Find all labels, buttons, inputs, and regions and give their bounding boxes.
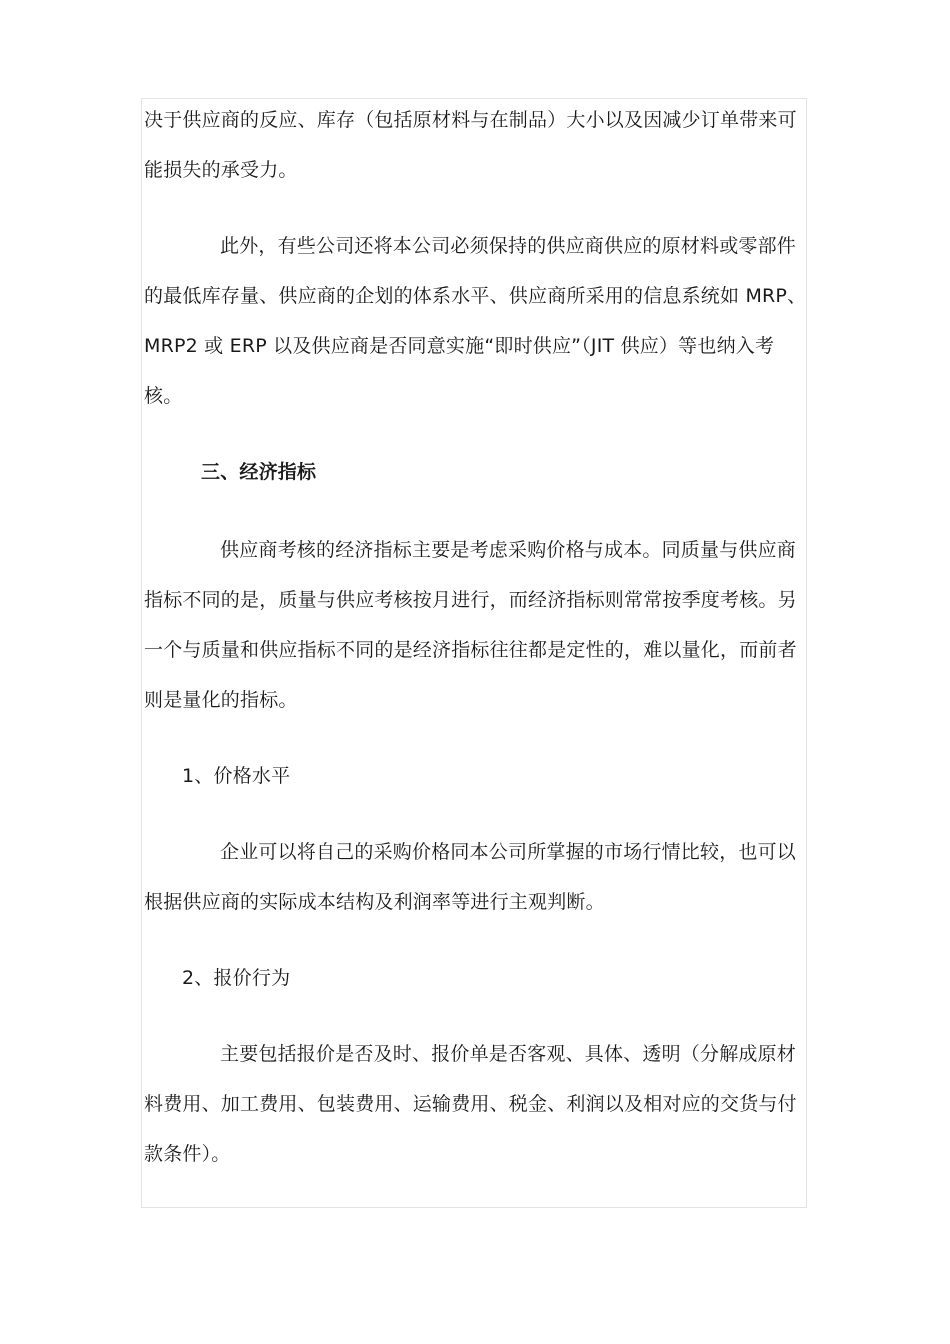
paragraph-line: 决于供应商的反应、库存（包括原材料与在制品）大小以及因减少订单带来可 — [144, 109, 797, 131]
section-heading: 三、经济指标 — [201, 461, 317, 483]
paragraph-line: 能损失的承受力。 — [144, 159, 298, 181]
paragraph-line: 此外，有些公司还将本公司必须保持的供应商供应的原材料或零部件 — [220, 235, 797, 257]
paragraph-line: 料费用、加工费用、包装费用、运输费用、税金、利润以及相对应的交货与付 — [144, 1093, 797, 1115]
paragraph-line: 主要包括报价是否及时、报价单是否客观、具体、透明（分解成原材 — [220, 1043, 797, 1065]
subsection-heading: 2、报价行为 — [182, 967, 291, 989]
paragraph-line: 一个与质量和供应指标不同的是经济指标往往都是定性的，难以量化，而前者 — [144, 639, 797, 661]
paragraph-line: 根据供应商的实际成本结构及利润率等进行主观判断。 — [144, 891, 605, 913]
paragraph-line: 企业可以将自己的采购价格同本公司所掌握的市场行情比较，也可以 — [220, 841, 797, 863]
subsection-heading: 1、价格水平 — [182, 765, 291, 787]
paragraph-line: 的最低库存量、供应商的企划的体系水平、供应商所采用的信息系统如 MRP、 — [144, 285, 807, 307]
paragraph-line: 款条件）。 — [144, 1143, 231, 1165]
paragraph-line: MRP2 或 ERP 以及供应商是否同意实施“即时供应”（JIT 供应）等也纳入考 — [144, 335, 775, 357]
paragraph-line: 指标不同的是，质量与供应考核按月进行，而经济指标则常常按季度考核。另 — [144, 589, 797, 611]
paragraph-line: 供应商考核的经济指标主要是考虑采购价格与成本。同质量与供应商 — [220, 539, 797, 561]
paragraph-line: 核。 — [144, 385, 183, 407]
paragraph-line: 则是量化的指标。 — [144, 689, 298, 711]
